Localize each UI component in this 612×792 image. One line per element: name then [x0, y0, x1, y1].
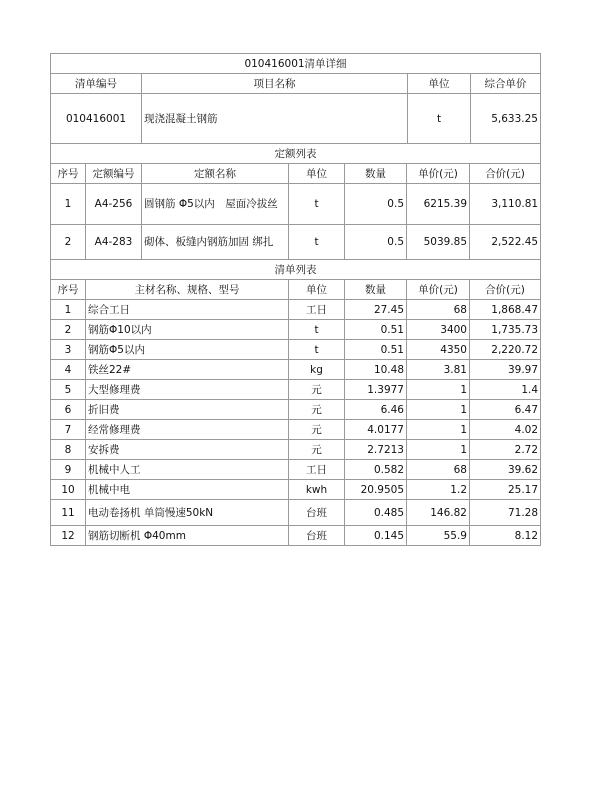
material-unit-price: 68	[407, 460, 470, 480]
quota-header-unit: 单位	[289, 164, 345, 184]
material-unit-price: 3400	[407, 320, 470, 340]
material-unit-price: 1	[407, 420, 470, 440]
material-header-name: 主材名称、规格、型号	[86, 280, 289, 300]
material-no: 8	[51, 440, 86, 460]
material-header-qty: 数量	[345, 280, 407, 300]
material-header-unit-price: 单价(元)	[407, 280, 470, 300]
item-unit: t	[408, 94, 471, 144]
quota-no: 1	[51, 184, 86, 225]
material-qty: 2.7213	[345, 440, 407, 460]
material-qty: 0.51	[345, 320, 407, 340]
material-table	[50, 260, 541, 546]
material-total: 39.62	[470, 460, 541, 480]
material-unit: 台班	[289, 500, 345, 526]
quota-section-title: 定额列表	[51, 144, 541, 164]
material-name: 折旧费	[86, 400, 289, 420]
material-name: 大型修理费	[86, 380, 289, 400]
quota-unit: t	[289, 225, 345, 260]
material-unit: 元	[289, 380, 345, 400]
header-price: 综合单价	[471, 74, 541, 94]
material-qty: 0.485	[345, 500, 407, 526]
table-row	[51, 340, 541, 360]
material-name: 电动卷扬机 单筒慢速50kN	[86, 500, 289, 526]
material-unit-price: 1	[407, 440, 470, 460]
material-qty: 0.51	[345, 340, 407, 360]
material-unit-price: 4350	[407, 340, 470, 360]
material-qty: 0.145	[345, 526, 407, 546]
material-no: 12	[51, 526, 86, 546]
item-name: 现浇混凝土钢筋	[142, 94, 408, 144]
quota-name: 圆钢筋 Φ5以内 屋面冷拔丝	[142, 184, 289, 225]
material-unit: t	[289, 340, 345, 360]
quota-unit: t	[289, 184, 345, 225]
item-price: 5,633.25	[471, 94, 541, 144]
material-unit: kwh	[289, 480, 345, 500]
quota-table	[50, 144, 541, 260]
material-unit: 元	[289, 420, 345, 440]
material-unit: 台班	[289, 526, 345, 546]
material-unit-price: 55.9	[407, 526, 470, 546]
quota-total: 3,110.81	[470, 184, 541, 225]
table-row	[51, 320, 541, 340]
quota-code: A4-283	[86, 225, 142, 260]
sheet-title: 010416001清单详细	[51, 54, 541, 74]
table-row	[51, 400, 541, 420]
detail-sheet	[50, 53, 540, 546]
material-total: 2.72	[470, 440, 541, 460]
material-unit-price: 146.82	[407, 500, 470, 526]
material-no: 11	[51, 500, 86, 526]
quota-header-name: 定额名称	[142, 164, 289, 184]
material-no: 10	[51, 480, 86, 500]
material-name: 综合工日	[86, 300, 289, 320]
quota-qty: 0.5	[345, 225, 407, 260]
material-header-total: 合价(元)	[470, 280, 541, 300]
quota-code: A4-256	[86, 184, 142, 225]
table-row	[51, 360, 541, 380]
material-qty: 0.582	[345, 460, 407, 480]
material-name: 钢筋Φ5以内	[86, 340, 289, 360]
material-no: 3	[51, 340, 86, 360]
material-unit-price: 1	[407, 400, 470, 420]
material-unit-price: 1.2	[407, 480, 470, 500]
material-name: 安拆费	[86, 440, 289, 460]
material-total: 2,220.72	[470, 340, 541, 360]
table-row	[51, 184, 541, 225]
material-no: 6	[51, 400, 86, 420]
material-unit: t	[289, 320, 345, 340]
material-total: 71.28	[470, 500, 541, 526]
material-unit-price: 1	[407, 380, 470, 400]
table-row	[51, 225, 541, 260]
quota-unit-price: 6215.39	[407, 184, 470, 225]
material-total: 1.4	[470, 380, 541, 400]
material-qty: 4.0177	[345, 420, 407, 440]
material-unit: kg	[289, 360, 345, 380]
table-row	[51, 500, 541, 526]
quota-name: 砌体、板缝内钢筋加固 绑扎	[142, 225, 289, 260]
material-unit: 工日	[289, 300, 345, 320]
quota-header-total: 合价(元)	[470, 164, 541, 184]
material-section-title: 清单列表	[51, 260, 541, 280]
table-row	[51, 380, 541, 400]
quota-header-unit-price: 单价(元)	[407, 164, 470, 184]
table-row	[51, 440, 541, 460]
material-unit: 元	[289, 400, 345, 420]
header-unit: 单位	[408, 74, 471, 94]
material-unit-price: 3.81	[407, 360, 470, 380]
material-total: 4.02	[470, 420, 541, 440]
material-unit: 工日	[289, 460, 345, 480]
material-header-unit: 单位	[289, 280, 345, 300]
material-total: 1,735.73	[470, 320, 541, 340]
material-qty: 27.45	[345, 300, 407, 320]
material-qty: 10.48	[345, 360, 407, 380]
item-code: 010416001	[51, 94, 142, 144]
material-name: 铁丝22#	[86, 360, 289, 380]
table-row	[51, 420, 541, 440]
item-summary-table	[50, 53, 541, 144]
material-rows	[51, 300, 541, 546]
quota-no: 2	[51, 225, 86, 260]
material-total: 25.17	[470, 480, 541, 500]
material-qty: 6.46	[345, 400, 407, 420]
material-name: 钢筋Φ10以内	[86, 320, 289, 340]
material-qty: 1.3977	[345, 380, 407, 400]
material-name: 经常修理费	[86, 420, 289, 440]
material-total: 1,868.47	[470, 300, 541, 320]
table-row	[51, 460, 541, 480]
quota-unit-price: 5039.85	[407, 225, 470, 260]
table-row	[51, 300, 541, 320]
material-total: 8.12	[470, 526, 541, 546]
quota-header-code: 定额编号	[86, 164, 142, 184]
material-qty: 20.9505	[345, 480, 407, 500]
material-no: 9	[51, 460, 86, 480]
material-total: 39.97	[470, 360, 541, 380]
material-name: 机械中电	[86, 480, 289, 500]
material-no: 1	[51, 300, 86, 320]
material-total: 6.47	[470, 400, 541, 420]
quota-header-qty: 数量	[345, 164, 407, 184]
material-header-no: 序号	[51, 280, 86, 300]
table-row	[51, 526, 541, 546]
material-name: 机械中人工	[86, 460, 289, 480]
quota-header-no: 序号	[51, 164, 86, 184]
material-no: 5	[51, 380, 86, 400]
header-code: 清单编号	[51, 74, 142, 94]
material-no: 2	[51, 320, 86, 340]
quota-qty: 0.5	[345, 184, 407, 225]
header-name: 项目名称	[142, 74, 408, 94]
material-name: 钢筋切断机 Φ40mm	[86, 526, 289, 546]
material-no: 4	[51, 360, 86, 380]
quota-total: 2,522.45	[470, 225, 541, 260]
material-unit: 元	[289, 440, 345, 460]
material-unit-price: 68	[407, 300, 470, 320]
material-no: 7	[51, 420, 86, 440]
table-row	[51, 480, 541, 500]
